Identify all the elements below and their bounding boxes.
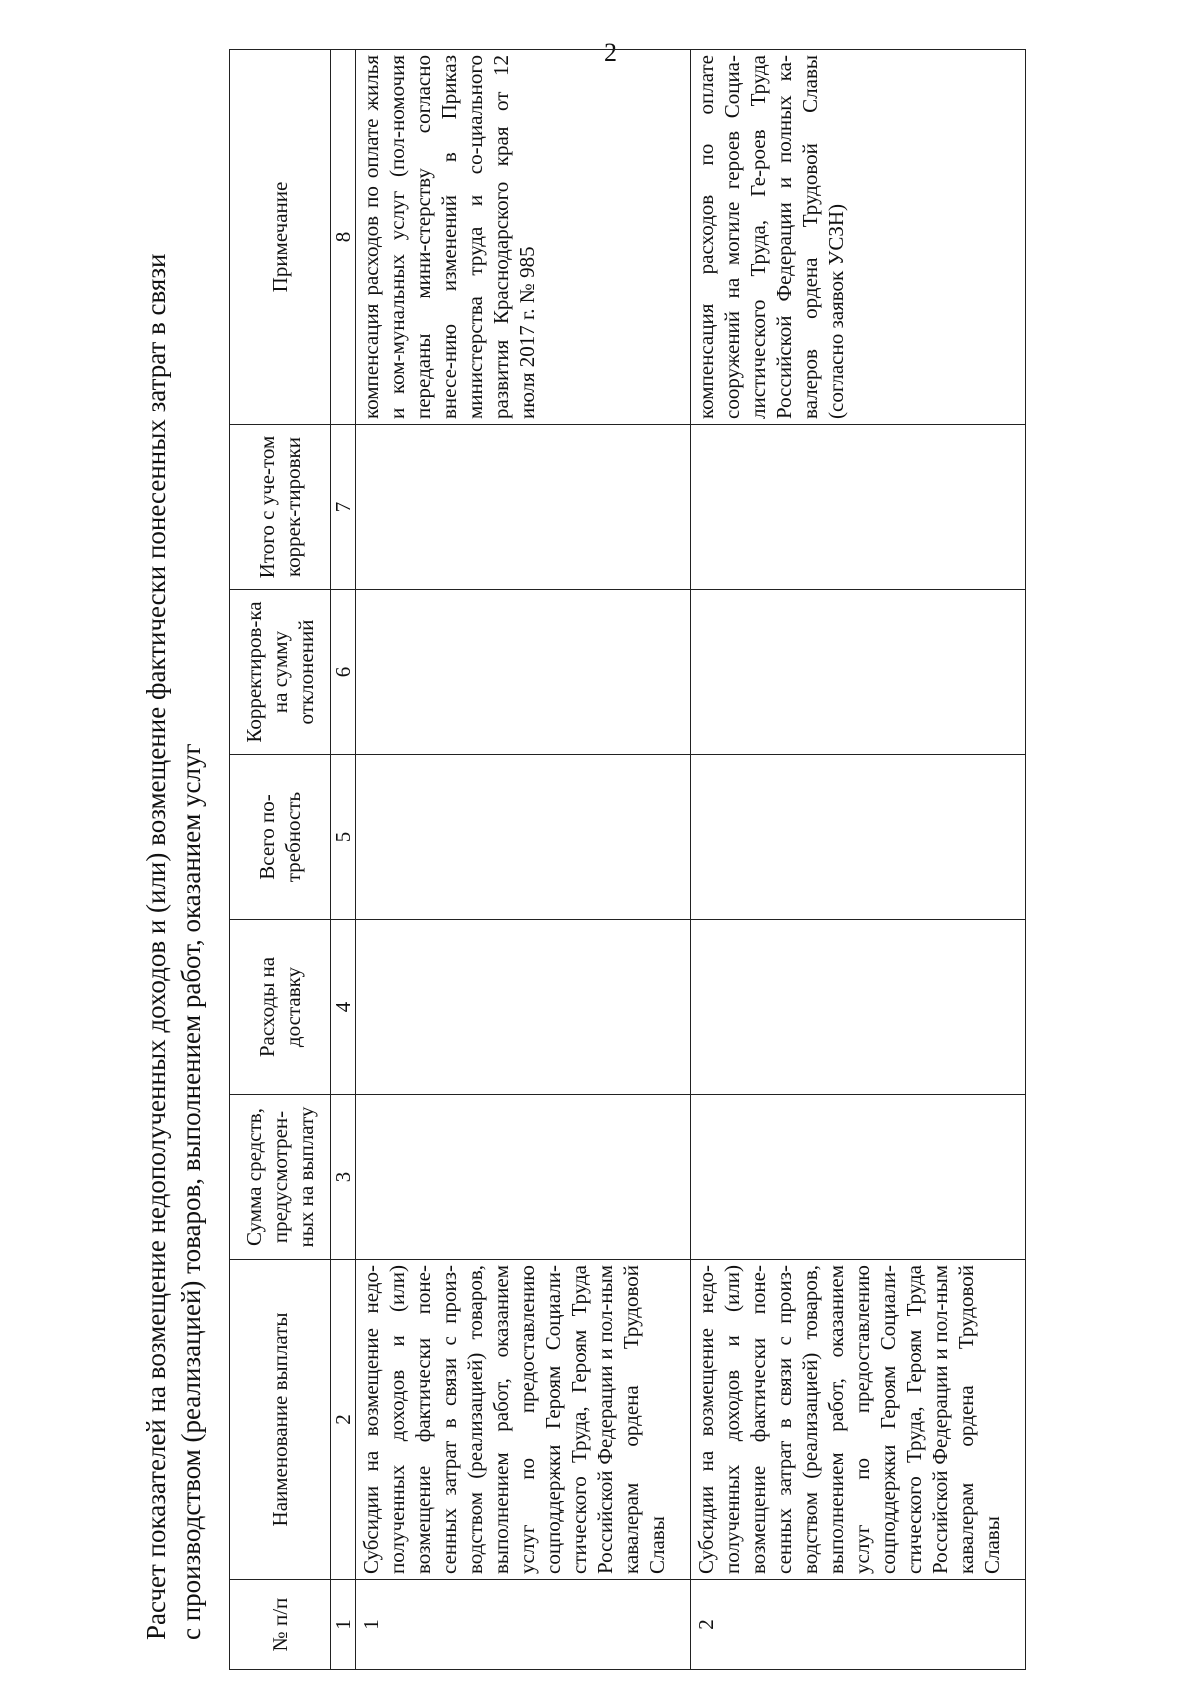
column-number: 6 <box>331 590 356 755</box>
column-number: 1 <box>331 1580 356 1670</box>
column-number: 3 <box>331 1095 356 1260</box>
column-number: 7 <box>331 425 356 590</box>
header-correction: Корректиров-ка на сумму отклонений <box>230 590 331 755</box>
header-number: № п/п <box>230 1580 331 1670</box>
document-title <box>139 40 209 1640</box>
column-number-row <box>331 50 356 1670</box>
header-note: Примечание <box>230 50 331 425</box>
total-need-cell <box>356 755 691 920</box>
page-number: 2 <box>604 38 617 67</box>
payment-name-cell: Субсидии на возмещение недо-полученных доходов и (или) возмещение фактически поне-сенных затрат в связи с произ-водством (реализацией) товаров, выполнением работ, оказанием услуг по предоставлению соцподдержки Героям Социали-стического Труда, Героям Труда Российской Федерации и пол-ным кавалерам ордена Трудовой Славы <box>356 1260 691 1580</box>
rotated-landscape-content <box>139 20 1029 1680</box>
note-cell: компенсация расходов по оплате жилья и ком-мунальных услуг (пол-номочия переданы мини-стерству согласно внесе-нию изменений в Приказ министерства труда и со-циального развития Краснодарского края от 12 июля 2017 г. № 985 <box>356 50 691 425</box>
payment-name-cell: Субсидии на возмещение недо-полученных доходов и (или) возмещение фактически поне-сенных затрат в связи с произ-водством (реализацией) товаров, выполнением работ, оказанием услуг по предоставлению соцподдержки Героям Социали-стического Труда, Героям Труда Российской Федерации и пол-ным кавалерам ордена Трудовой Славы <box>691 1260 1026 1580</box>
column-number: 4 <box>331 920 356 1095</box>
total-need-cell <box>691 755 1026 920</box>
sum-cell <box>356 1095 691 1260</box>
correction-cell <box>356 590 691 755</box>
total-corrected-cell <box>691 425 1026 590</box>
note-cell: компенсация расходов по оплате сооружений на могиле героев Социа-листического Труда, Ге-роев Труда Российской Федерации и полных ка-валеров ордена Трудовой Славы (согласно заявок УСЗН) <box>691 50 1026 425</box>
header-total-corrected: Итого с уче-том коррек-тировки <box>230 425 331 590</box>
title-line-1: Расчет показателей на возмещение недополученных доходов и (или) возмещение фактически понесенных затрат в связи <box>141 253 171 1640</box>
header-delivery: Расходы на доставку <box>230 920 331 1095</box>
sum-cell <box>691 1095 1026 1260</box>
delivery-cell <box>691 920 1026 1095</box>
header-total-need: Всего по-требность <box>230 755 331 920</box>
column-number: 8 <box>331 50 356 425</box>
total-corrected-cell <box>356 425 691 590</box>
table-row <box>691 50 1026 1670</box>
calculation-table <box>229 49 1026 1670</box>
row-number: 1 <box>356 1580 691 1670</box>
correction-cell <box>691 590 1026 755</box>
delivery-cell <box>356 920 691 1095</box>
table-row <box>356 50 691 1670</box>
header-payment-name: Наименование выплаты <box>230 1260 331 1580</box>
header-sum: Сумма средств, предусмотрен-ных на выплату <box>230 1095 331 1260</box>
row-number: 2 <box>691 1580 1026 1670</box>
column-number: 2 <box>331 1260 356 1580</box>
column-number: 5 <box>331 755 356 920</box>
title-line-2: с производством (реализацией) товаров, выполнением работ, оказанием услуг <box>176 743 206 1640</box>
header-row <box>230 50 331 1670</box>
